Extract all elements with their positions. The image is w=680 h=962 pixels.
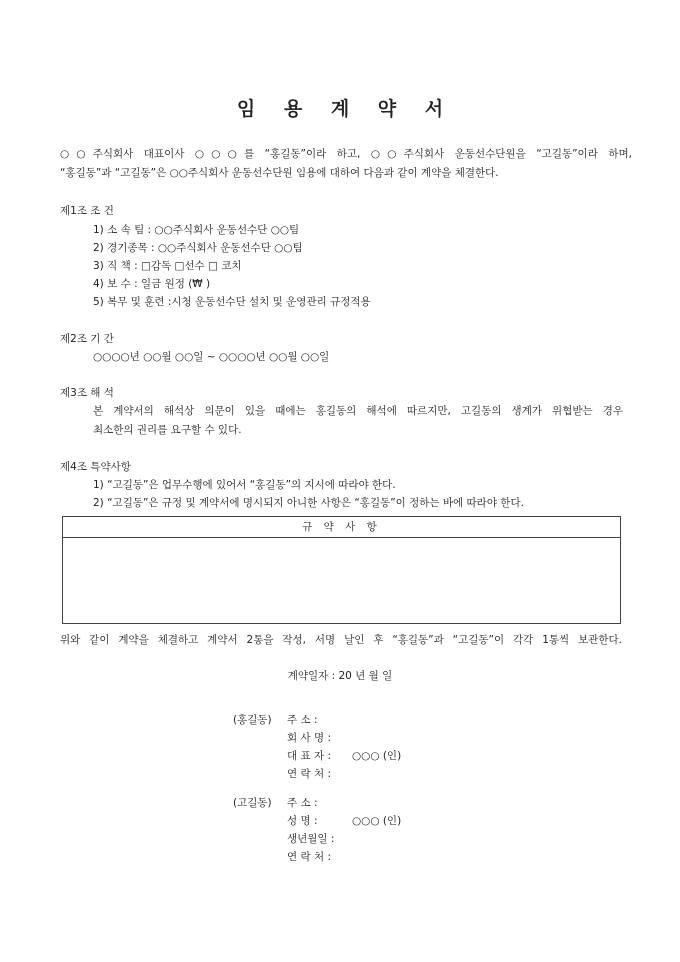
intro-line: ○○주식회사 대표이사 ○○○를 “홍길동”이라 하고, ○○주식회사 운동선수단원을 “고길동”이라 하며, [60, 148, 632, 160]
party2-field-label: 성 명 : [287, 815, 318, 827]
intro-paragraph [60, 145, 632, 183]
party1-field-label: 회 사 명 : [287, 732, 331, 744]
article3-heading: 제3조 해 석 [60, 387, 114, 399]
party1-field-label: 대 표 자 : [287, 750, 331, 762]
rules-box [62, 516, 621, 624]
party1-field-label: 연 락 처 : [287, 768, 331, 780]
article2-period: ○○○○년 ○○월 ○○일 ~ ○○○○년 ○○월 ○○일 [93, 351, 330, 363]
article1-item: 3) 직 책 : □감독 □선수 □ 코치 [93, 260, 242, 272]
party2-field-label: 연 락 처 : [287, 851, 331, 863]
party2-field-label: 주 소 : [287, 797, 318, 809]
closing-statement: 위와 같이 계약을 체결하고 계약서 2통을 작성, 서명 날인 후 “홍길동”과 “고길동”이 각각 1통씩 보관한다. [60, 634, 622, 646]
article1-item: 2) 경기종목 : ○○주식회사 운동선수단 ○○팀 [93, 242, 303, 254]
article4-heading: 제4조 특약사항 [60, 461, 131, 473]
article4-item: 2) “고길동”은 규정 및 계약서에 명시되지 아니한 사항은 “홍길동”이 정하는 바에 따라야 한다. [93, 497, 524, 509]
document-title: 임 용 계 약 서 [236, 98, 455, 120]
article1-heading: 제1조 조 건 [60, 205, 114, 217]
party2-name-value: ○○○ (인) [352, 815, 402, 827]
article1-item: 1) 소 속 팀 : ○○주식회사 운동선수단 ○○팀 [93, 224, 300, 236]
party1-field-label: 주 소 : [287, 714, 318, 726]
article1-item: 4) 보 수 : 일금 원정 (₩ ) [93, 278, 211, 290]
article2-heading: 제2조 기 간 [60, 333, 114, 345]
party2-field-label: 생년월일 : [287, 833, 335, 845]
party2-role: (고길동) [233, 797, 272, 809]
article4-item: 1) “고길동”은 업무수행에 있어서 “홍길동”의 지시에 따라야 한다. [93, 479, 396, 491]
article1-item: 5) 복무 및 훈련 :시청 운동선수단 설치 및 운영관리 규정적용 [93, 296, 371, 308]
article3-line: 본 계약서의 해석상 의문이 있을 때에는 홍길동의 해석에 따르지만, 고길동의 생계가 위협받는 경우 [93, 405, 623, 417]
article3-line: 최소한의 권리를 요구할 수 있다. [93, 424, 242, 436]
contract-date: 계약일자 : 20 년 월 일 [287, 670, 393, 682]
party1-representative-value: ○○○ (인) [352, 750, 402, 762]
rules-box-header: 규 약 사 항 [63, 517, 620, 538]
party1-role: (홍길동) [233, 714, 272, 726]
intro-line: “홍길동”과 “고길동”은 ○○주식회사 운동선수단원 임용에 대하여 다음과 같이 계약을 체결한다. [60, 167, 499, 179]
